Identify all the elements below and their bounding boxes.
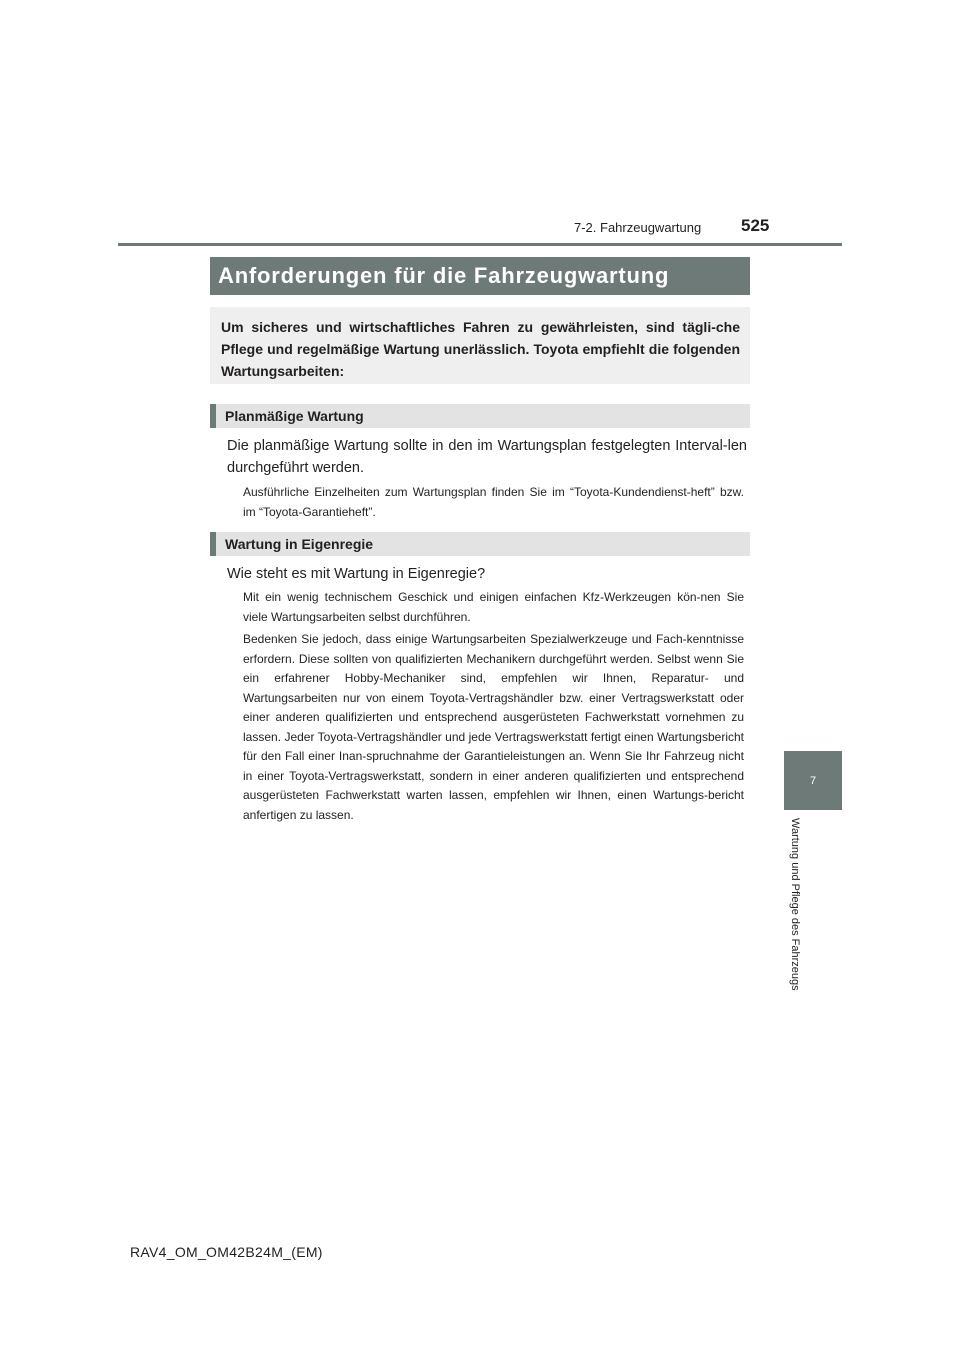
section-heading-text: Planmäßige Wartung — [225, 408, 364, 424]
page-title-text: Anforderungen für die Fahrzeugwartung — [218, 263, 670, 288]
section-heading-scheduled-maintenance — [210, 404, 750, 428]
chapter-number: 7 — [809, 774, 817, 787]
diy-maintenance-detail-1: Mit ein wenig technischem Geschick und einigen einfachen Kfz-Werkzeugen kön-nen Sie viele Wartungsarbeiten selbst durchführen. — [243, 590, 744, 624]
scheduled-maintenance-lead: Die planmäßige Wartung sollte in den im Wartungsplan festgelegten Interval-len durchgeführt werden. — [227, 438, 747, 476]
diy-maintenance-lead: Wie steht es mit Wartung in Eigenregie? — [227, 566, 486, 582]
page-title — [210, 257, 750, 295]
document-code: RAV4_OM_OM42B24M_(EM) — [130, 1244, 323, 1260]
chapter-tab — [784, 751, 842, 810]
chapter-title-vertical — [784, 818, 806, 1028]
page-number: 525 — [741, 216, 770, 235]
header-divider — [118, 243, 842, 246]
section-heading-diy-maintenance — [210, 532, 750, 556]
header-section-title: 7-2. Fahrzeugwartung — [574, 220, 702, 235]
intro-box — [210, 307, 750, 384]
scheduled-maintenance-detail: Ausführliche Einzelheiten zum Wartungsplan finden Sie im “Toyota-Kundendienst-heft” bzw. im “Toyota-Garantieheft”. — [243, 485, 744, 519]
intro-text: Um sicheres und wirtschaftliches Fahren zu gewährleisten, sind tägli-che Pflege und regelmäßige Wartung unerlässlich. Toyota empfiehlt die folgenden Wartungsarbeiten: — [221, 319, 740, 379]
diy-maintenance-detail-2: Bedenken Sie jedoch, dass einige Wartungsarbeiten Spezialwerkzeuge und Fach-kenntnisse erfordern. Diese sollten von qualifizierten Mechanikern durchgeführt werden. Selbst wenn Sie ein erfahrener Hobby-Mechaniker sind, empfehlen wir Ihnen, Reparatur- und Wartungsarbeiten nur von einem Toyota-Vertragshändler bzw. einer Vertragswerkstatt oder einer anderen qualifizierten und entsprechend ausgerüsteten Fachwerkstatt vornehmen zu lassen. Jeder Toyota-Vertragshändler und jede Vertragswerkstatt fertigt einen Wartungsbericht für den Fall einer Inan-spruchnahme der Garantieleistungen an. Wenn Sie Ihr Fahrzeug nicht in einer Toyota-Vertragswerkstatt, sondern in einer anderen qualifizierten und entsprechend ausgerüsteten Fachwerkstatt warten lassen, empfehlen wir Ihnen, einen Wartungs-bericht anfertigen zu lassen. — [243, 632, 744, 822]
section-heading-text: Wartung in Eigenregie — [225, 536, 374, 552]
chapter-title: Wartung und Pflege des Fahrzeugs — [789, 818, 801, 991]
